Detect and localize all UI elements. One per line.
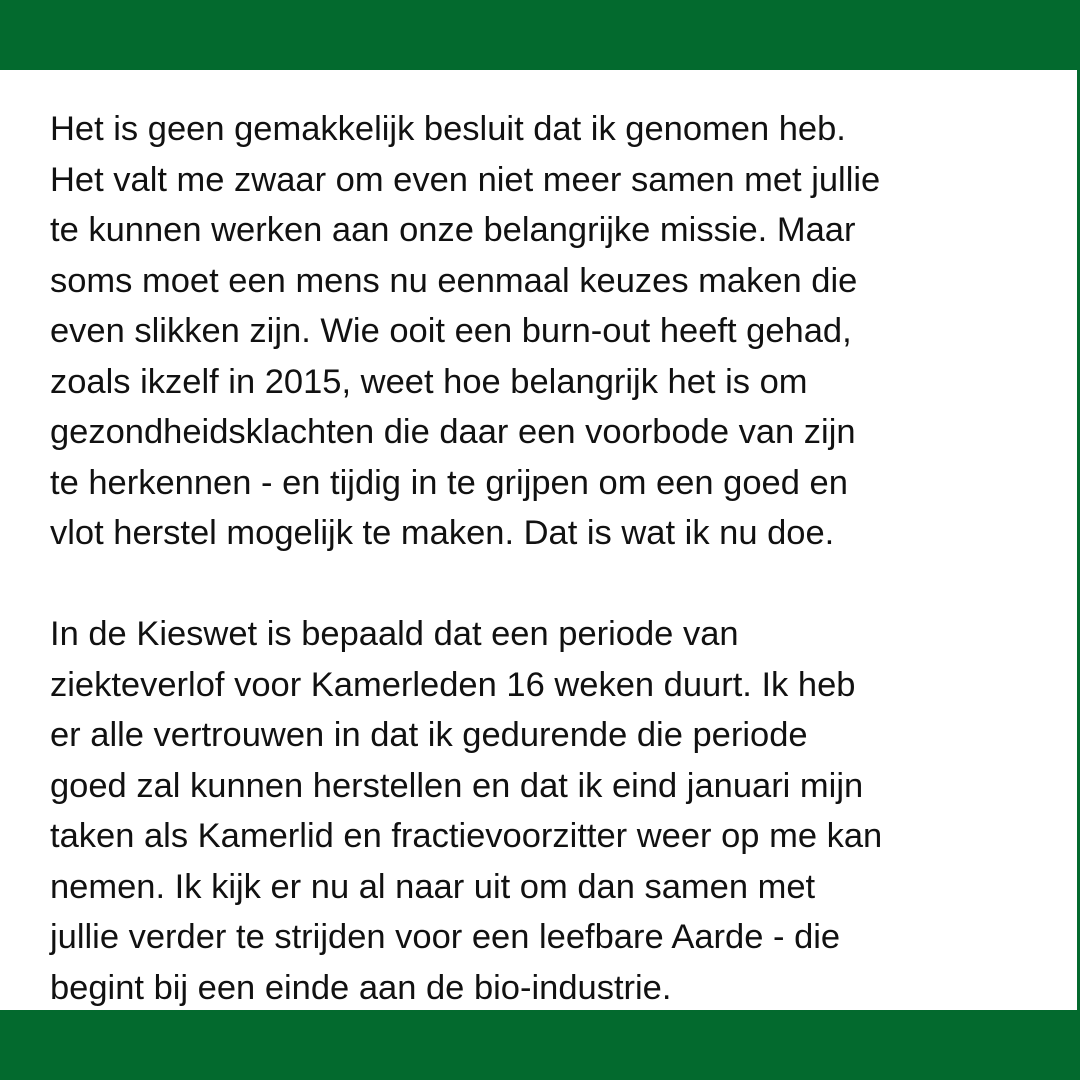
text-line: er alle vertrouwen in dat ik gedurende die periode	[50, 716, 808, 754]
text-line: ziekteverlof voor Kamerleden 16 weken duurt. Ik heb	[50, 665, 856, 704]
text-line: zoals ikzelf in 2015, weet hoe belangrijk het is om	[50, 362, 808, 401]
top-green-band	[0, 0, 1080, 70]
text-line: even slikken zijn. Wie ooit een burn-out heeft gehad,	[50, 312, 852, 350]
text-line: goed zal kunnen herstellen en dat ik eind januari mijn	[50, 766, 864, 805]
text-line: gezondheidsklachten die daar een voorbode van zijn	[50, 413, 856, 451]
text-line: vlot herstel mogelijk te maken. Dat is wat ik nu doe.	[50, 514, 835, 552]
text-line: te herkennen - en tijdig in te grijpen om een goed en	[50, 463, 848, 502]
text-line: te kunnen werken aan onze belangrijke missie. Maar	[50, 211, 856, 249]
paragraph-1	[50, 104, 1060, 559]
text-line: In de Kieswet is bepaald dat een periode van	[50, 615, 739, 653]
text-line: Het valt me zwaar om even niet meer samen met jullie	[50, 160, 881, 199]
bottom-green-band	[0, 1010, 1080, 1080]
text-line: Het is geen gemakkelijk besluit dat ik genomen heb.	[50, 110, 846, 148]
text-line: jullie verder te strijden voor een leefbare Aarde - die	[50, 918, 841, 956]
statement-text	[50, 104, 1060, 1013]
text-line: nemen. Ik kijk er nu al naar uit om dan samen met	[50, 867, 816, 906]
text-line: soms moet een mens nu eenmaal keuzes maken die	[50, 261, 858, 300]
text-line: taken als Kamerlid en fractievoorzitter weer op me kan	[50, 817, 883, 855]
text-line: begint bij een einde aan de bio-industrie.	[50, 968, 672, 1007]
paragraph-2	[50, 609, 1060, 1013]
